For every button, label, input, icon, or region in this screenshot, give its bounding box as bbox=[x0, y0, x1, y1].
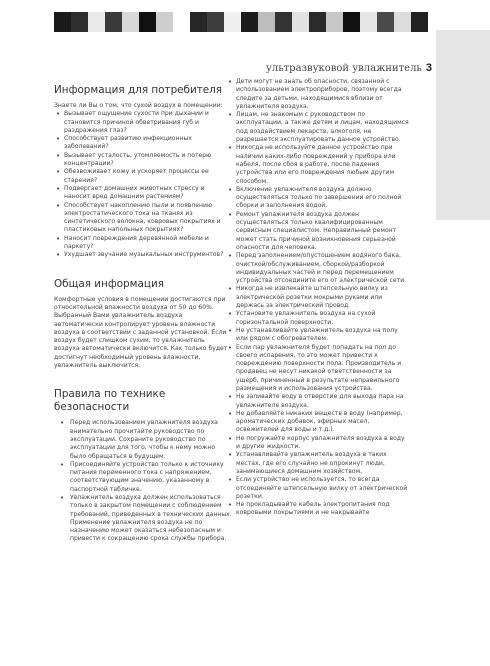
list-item-text: Если пар увлажнителя будет попадать на пол до своего испарения, то это может привести к повреждению поверхности пола. Производитель и продавец не несут никакой ответственности за ущерб, причиненный в результате неправильного размещения и использования устройства. bbox=[236, 343, 402, 392]
color-swatch bbox=[71, 12, 88, 32]
bullet-icon: • bbox=[228, 476, 233, 485]
color-swatch bbox=[275, 12, 292, 32]
list-item bbox=[54, 110, 232, 135]
list-item bbox=[226, 252, 410, 285]
list-item bbox=[54, 168, 232, 185]
bullet-icon: • bbox=[228, 326, 233, 335]
list-item bbox=[226, 344, 410, 394]
list-item-text: Не заливайте воду в отверстие для выхода пара на увлажнителе воздуха. bbox=[236, 393, 404, 409]
bullet-icon: • bbox=[56, 234, 61, 243]
bullet-icon: • bbox=[56, 135, 61, 144]
list-item bbox=[226, 451, 410, 476]
bullet-icon: • bbox=[228, 111, 233, 120]
list-item-text: Присоединяйте устройство только к источнику питания переменного тока с напряжением, соответствующим значению, указанному в паспортной табличке. bbox=[70, 460, 224, 493]
bullet-icon: • bbox=[56, 184, 61, 193]
list-item-text: Никогда не извлекайте штепсельную вилку из электрической розетки мокрыми руками или держась за электрический провод. bbox=[236, 285, 388, 310]
list-item-text: Вызывает усталость, утомляемость и потерю концентрации? bbox=[64, 151, 212, 168]
color-swatch bbox=[343, 12, 360, 32]
color-swatch bbox=[190, 12, 207, 32]
bullet-icon: • bbox=[228, 393, 233, 402]
bullet-icon: • bbox=[228, 210, 233, 219]
section-heading-general-info: Общая информация bbox=[54, 277, 164, 290]
bullet-icon: • bbox=[56, 168, 61, 177]
color-swatch bbox=[241, 12, 258, 32]
list-item-text: Лицам, не знакомым с руководством по эксплуатации, а также детям и лицам, находящимся под воздействием лекарств, алкоголя, не разрешается эксплуатировать данное устройство. bbox=[236, 111, 409, 144]
list-item bbox=[54, 251, 232, 259]
color-swatch bbox=[292, 12, 309, 32]
list-item-text: Не устанавливайте увлажнитель воздуха на полу или рядом с обогревателем. bbox=[236, 326, 398, 343]
side-tab bbox=[436, 30, 490, 220]
list-item-text: Не прокладывайте кабель электропитания под ковровыми покрытиями и не накрывайте bbox=[236, 501, 390, 517]
consumer-info-list bbox=[54, 110, 232, 259]
bullet-icon: • bbox=[228, 144, 233, 153]
bullet-icon: • bbox=[60, 460, 65, 469]
bullet-icon: • bbox=[60, 493, 65, 502]
color-swatch bbox=[258, 12, 275, 32]
color-swatch bbox=[139, 12, 156, 32]
list-item bbox=[54, 152, 232, 169]
list-item bbox=[54, 185, 232, 202]
list-item bbox=[226, 476, 410, 501]
bullet-icon: • bbox=[228, 310, 233, 319]
list-item-text: Устанавливайте увлажнитель воздуха в таких местах, где его случайно не опрокинут люди, занимающиеся домашним хозяйством. bbox=[236, 451, 387, 475]
section-heading-consumer-info: Информация для потребителя bbox=[54, 84, 223, 96]
list-item bbox=[54, 461, 232, 494]
list-item bbox=[54, 135, 232, 152]
color-swatch bbox=[309, 12, 326, 32]
list-item-text: Подвергает домашних животных стрессу и наносит вред домашним растениям? bbox=[64, 184, 205, 201]
list-item bbox=[226, 393, 410, 410]
list-item-text: Перед использованием увлажнителя воздуха внимательно прочитайте руководство по эксплуатации. Сохраните руководство по эксплуатации для того, чтобы к нему можно было обращаться в будущем. bbox=[70, 419, 218, 460]
bullet-icon: • bbox=[60, 419, 65, 428]
bullet-icon: • bbox=[228, 434, 233, 443]
list-item-text: Обезвоживает кожу и ускоряет процессы ее старения? bbox=[64, 168, 209, 184]
list-item-text: Если устройство не используется, то всегда отсоединяйте штепсельную вилку от электрической розетки. bbox=[236, 476, 408, 500]
color-swatch bbox=[173, 12, 190, 32]
color-swatch bbox=[224, 12, 241, 32]
color-swatch bbox=[326, 12, 343, 32]
list-item-text: Способствует накоплению пыли и появлению электростатического тока на тканях из синтетического волокна, ковровых покрытиях и пластиковых напольных покрытиях? bbox=[64, 201, 221, 234]
list-item bbox=[226, 410, 410, 435]
list-item-text: Не погружайте корпус увлажнителя воздуха в воду и другие жидкости. bbox=[236, 434, 405, 451]
list-item-text: Перед заполнением/опустошением водяного бака, очисткой/обслуживанием, сборкой/разборкой индивидуальных частей и перед перемещением устройства отсоедините его от электрической сети. bbox=[236, 252, 407, 285]
color-swatch bbox=[394, 12, 411, 32]
color-swatch bbox=[88, 12, 105, 32]
bullet-icon: • bbox=[56, 151, 61, 160]
list-item bbox=[226, 310, 410, 327]
list-item-text: Не добавляйте никаких веществ в воду (например, ароматических добавок, эфирных масел, освежителей для воды и т.д.). bbox=[236, 409, 403, 434]
color-swatch bbox=[105, 12, 122, 32]
list-item-text: Ухудшает звучание музыкальных инструментов? bbox=[64, 251, 224, 259]
safety-rules-list bbox=[54, 419, 232, 543]
bullet-icon: • bbox=[56, 110, 61, 119]
list-item-text: Установите увлажнитель воздуха на сухой горизонтальной поверхности. bbox=[236, 310, 376, 326]
list-item-text: Никогда не используйте данное устройство при наличии каких-либо повреждений у прибора или кабеля, после сбоя в работе, после падения устройства или его повреждения любым другим способом. bbox=[236, 144, 396, 185]
list-item bbox=[226, 186, 410, 211]
list-item-text: Ремонт увлажнителя воздуха должен осуществляться только квалифицированным сервисным специалистом. Неправильный ремонт может стать причиной возникновения серьезной опасности для человека. bbox=[236, 210, 397, 251]
page-number: 3 bbox=[425, 62, 432, 74]
list-item bbox=[54, 494, 232, 544]
color-swatch bbox=[360, 12, 377, 32]
color-swatch bbox=[207, 12, 224, 32]
left-column bbox=[54, 78, 232, 544]
list-item bbox=[226, 285, 410, 310]
list-item-text: Наносит повреждения деревянной мебели и паркету? bbox=[64, 234, 209, 251]
color-swatch bbox=[377, 12, 394, 32]
list-item-text: Включение увлажнителя воздуха должно осуществляться только по завершении его полной сборки и заполнения водой. bbox=[236, 185, 402, 210]
list-item bbox=[54, 202, 232, 235]
bullet-icon: • bbox=[56, 201, 61, 210]
bullet-icon: • bbox=[228, 78, 233, 86]
list-item bbox=[226, 78, 410, 111]
bullet-icon: • bbox=[228, 501, 233, 510]
list-item-text: Способствует развитию инфекционных заболеваний? bbox=[64, 135, 192, 151]
bullet-icon: • bbox=[228, 285, 233, 294]
list-item bbox=[54, 235, 232, 252]
list-item bbox=[226, 501, 410, 518]
list-item bbox=[226, 211, 410, 252]
list-item bbox=[226, 111, 410, 144]
color-swatch bbox=[122, 12, 139, 32]
list-item bbox=[226, 144, 410, 185]
page-header bbox=[266, 62, 432, 74]
consumer-info-intro: Знаете ли Вы о том, что сухой воздух в помещении: bbox=[54, 102, 223, 109]
section-heading-safety-rules: Правила по технике безопасности bbox=[54, 388, 166, 414]
color-swatch bbox=[156, 12, 173, 32]
bullet-icon: • bbox=[228, 185, 233, 194]
bullet-icon: • bbox=[228, 252, 233, 261]
list-item-text: Дети могут не знать об опасности, связанной с использованием электроприборов, поэтому всегда следите за детьми, находящимися вблизи от увлажнителя воздуха. bbox=[236, 78, 402, 110]
right-column bbox=[226, 78, 410, 518]
general-info-text: Комфортные условия в помещении достигаются при относительной влажности воздуха от 50 до 60%. Выбранный Вами увлажнитель воздуха автоматически контролирует уровень влажности воздуха в соответствии с заданной установкой. Если воздух будет слишком сухим, то увлажнитель воздуха автоматически включится. Как только будет достигнут необходимый уровень влажности, увлажнитель выключится. bbox=[54, 295, 228, 370]
list-item bbox=[226, 435, 410, 452]
bullet-icon: • bbox=[228, 409, 233, 418]
color-calibration-bar bbox=[54, 12, 428, 32]
color-swatch bbox=[54, 12, 71, 32]
list-item bbox=[54, 419, 232, 460]
list-item bbox=[226, 327, 410, 344]
bullet-icon: • bbox=[228, 451, 233, 460]
safety-rules-list-continued bbox=[226, 78, 410, 518]
list-item-text: Вызывает ощущение сухости при дыхании и становится причиной обветривания губ и раздражения глаз? bbox=[64, 110, 209, 134]
color-swatch bbox=[411, 12, 428, 32]
header-title: ультразвуковой увлажнитель bbox=[265, 63, 422, 74]
list-item-text: Увлажнитель воздуха должен использоваться только в закрытом помещении с соблюдением требований, приведенных в технических данных. Применение увлажнителя воздуха не по назначению может оказаться небезопасным и привести к сокращению срока службы прибора. bbox=[70, 493, 232, 543]
bullet-icon: • bbox=[228, 343, 233, 352]
bullet-icon: • bbox=[56, 251, 61, 260]
